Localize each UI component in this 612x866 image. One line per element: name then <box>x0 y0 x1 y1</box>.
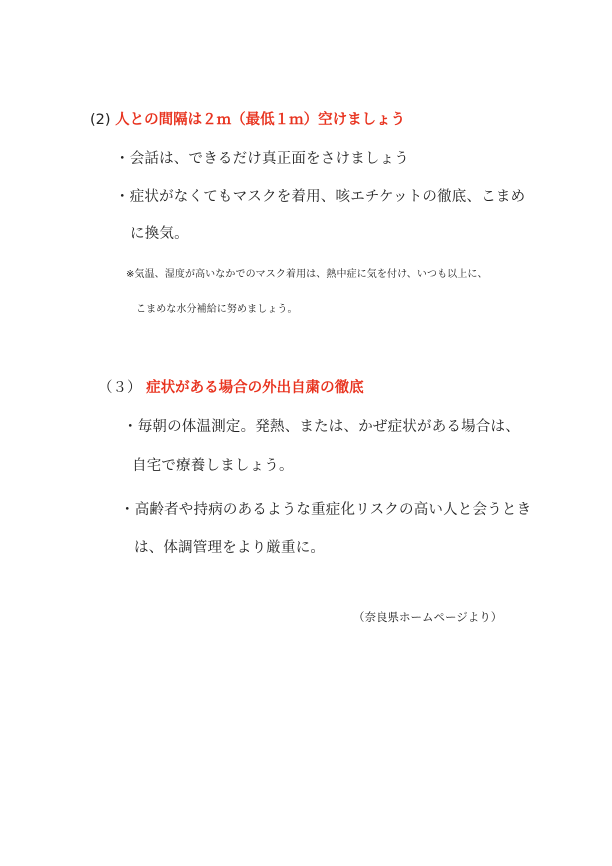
section-3-title: 症状がある場合の外出自粛の徹底 <box>146 380 364 396</box>
section-2-note-line-2: こまめな水分補給に努めましょう。 <box>136 304 298 315</box>
section-3-number: （３） <box>98 380 142 396</box>
section-3-bullet-1-line-2: 自宅で療養しましょう。 <box>132 458 294 474</box>
section-2-number: (2) <box>90 112 111 128</box>
source-attribution: （奈良県ホームページより） <box>353 610 503 624</box>
section-3-bullet-1-line-1: ・毎朝の体温測定。発熱、または、かぜ症状がある場合は、 <box>123 419 520 435</box>
section-2-title: 人との間隔は２ｍ（最低１ｍ）空けましょう <box>115 112 406 128</box>
section-2-bullet-2-line-2: に換気。 <box>130 226 189 242</box>
section-2-note-line-1: ※気温、湿度が高いなかでのマスク着用は、熱中症に気を付け、いつも以上に、 <box>126 269 488 280</box>
section-2-bullet-1: ・会話は、できるだけ真正面をさけましょう <box>115 151 409 167</box>
section-3-bullet-2: ・高齢者や持病のあるような重症化リスクの高い人と会うときは、体調管理をより厳重に。 <box>120 502 532 556</box>
section-2-heading <box>90 108 405 129</box>
section-2-bullet-2-line-1: ・症状がなくてもマスクを着用、咳エチケットの徹底、こまめ <box>115 189 526 205</box>
section-3-heading <box>98 376 364 397</box>
